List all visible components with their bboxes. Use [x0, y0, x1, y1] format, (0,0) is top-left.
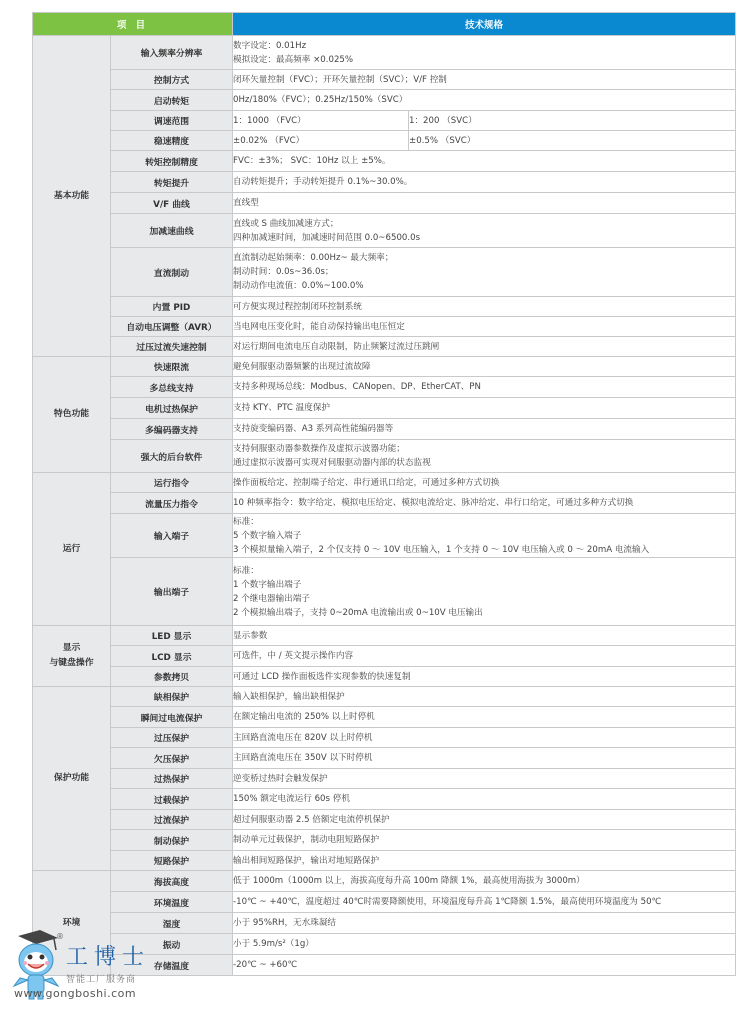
spec-value: [233, 70, 736, 90]
spec-value-line: 直流制动起始频率：0.00Hz~ 最大频率；: [233, 253, 394, 263]
table-row: [33, 851, 736, 871]
brand-name: 工博士: [66, 945, 151, 970]
spec-value-line: 避免伺服驱动器频繁的出现过流故障: [233, 361, 371, 372]
table-row: [33, 214, 736, 248]
spec-value-line: 可方便实现过程控制闭环控制系统: [233, 301, 362, 312]
spec-value: [233, 36, 736, 70]
spec-value: 1：200 （SVC）: [409, 111, 736, 131]
spec-label: 稳速精度: [111, 131, 233, 151]
category-label: 运行: [62, 543, 81, 554]
spec-value-line: 主回路直流电压在 350V 以下时停机: [233, 753, 373, 763]
spec-label: 存储温度: [111, 955, 233, 976]
table-header-row: [33, 13, 736, 36]
spec-value-line: 小于 95%RH，无水珠凝结: [233, 918, 337, 928]
brand-url: www.gongboshi.com: [14, 987, 137, 1000]
spec-value: [233, 214, 736, 248]
table-row: [33, 748, 736, 769]
spec-value-line: 低于 1000m（1000m 以上，海拔高度每升高 100m 降额 1%，最高使用海拔为 3000m）: [233, 876, 585, 886]
spec-label: 湿度: [111, 913, 233, 934]
spec-value-line: 5 个数字输入端子: [233, 530, 302, 541]
spec-value: [233, 955, 736, 976]
spec-value: [233, 419, 736, 440]
spec-value-line: 支持多种现场总线：Modbus、CANopen、DP、EtherCAT、PN: [233, 382, 481, 392]
table-row: [33, 357, 736, 377]
spec-label: 环境温度: [111, 892, 233, 913]
table-row: [33, 810, 736, 830]
table-body: [33, 36, 736, 976]
spec-value: [233, 337, 736, 357]
spec-value: [233, 707, 736, 728]
table-row: [33, 789, 736, 810]
spec-label: 输入频率分辨率: [111, 36, 233, 70]
spec-value: [233, 871, 736, 892]
spec-label: 输出端子: [111, 558, 233, 626]
table-row: [33, 892, 736, 913]
spec-label: 过压过流失速控制: [111, 337, 233, 357]
spec-label: LED 显示: [111, 626, 233, 646]
spec-label: 控制方式: [111, 70, 233, 90]
spec-label: 直流制动: [111, 248, 233, 297]
spec-label: 瞬间过电流保护: [111, 707, 233, 728]
table-row: [33, 377, 736, 398]
spec-value-line: 小于 5.9m/s²（1g）: [233, 939, 314, 949]
spec-label: 振动: [111, 934, 233, 955]
spec-value-line: 1 个数字输出端子: [233, 579, 302, 590]
spec-value-line: 当电网电压变化时，能自动保持输出电压恒定: [233, 321, 405, 332]
spec-value-line: 10 种频率指令：数字给定、模拟电压给定、模拟电流给定、脉冲给定、串行口给定，可通过多种方式切换: [233, 498, 634, 508]
table-row: [33, 707, 736, 728]
table-row: [33, 193, 736, 214]
spec-table: [32, 12, 736, 976]
table-row: [33, 558, 736, 626]
spec-value-line: 3 个模拟量输入端子，2 个仅支持 0 ～ 10V 电压输入，1 个支持 0 ～ 10V 电压输入或 0 ～ 20mA 电流输入: [233, 544, 650, 555]
spec-value: ±0.5% （SVC）: [409, 131, 736, 151]
spec-label: 欠压保护: [111, 748, 233, 769]
table-row: [33, 36, 736, 70]
spec-value: [233, 830, 736, 851]
spec-value-line: 在额定输出电流的 250% 以上时停机: [233, 712, 375, 722]
spec-label: 参数拷贝: [111, 667, 233, 687]
spec-value: [233, 90, 736, 111]
spec-label: 缺相保护: [111, 687, 233, 707]
spec-value: [233, 398, 736, 419]
spec-label: 海拔高度: [111, 871, 233, 892]
brand-slogan: 智能工厂服务商: [66, 975, 137, 985]
spec-label: 过载保护: [111, 789, 233, 810]
spec-value-line: 制动时间：0.0s~36.0s；: [233, 267, 334, 277]
spec-value-line: 主回路直流电压在 820V 以上时停机: [233, 732, 373, 743]
spec-value-line: 四种加减速时间，加减速时间范围 0.0~6500.0s: [233, 232, 421, 243]
spec-label: 转矩控制精度: [111, 151, 233, 172]
table-row: [33, 514, 736, 558]
spec-value-line: 逆变桥过热时会触发保护: [233, 773, 328, 784]
spec-value: [233, 440, 736, 473]
table-row: [33, 871, 736, 892]
table-row: [33, 419, 736, 440]
spec-label: 过流保护: [111, 810, 233, 830]
table-row: [33, 473, 736, 493]
header-spec: 技术规格: [233, 13, 736, 36]
spec-label: 电机过热保护: [111, 398, 233, 419]
spec-value-line: -20℃ ~ +60℃: [233, 960, 298, 970]
table-row: [33, 70, 736, 90]
spec-value: [233, 913, 736, 934]
category-cell: [33, 357, 111, 473]
spec-value-line: 2 个继电器输出端子: [233, 593, 310, 604]
spec-value-line: 直线或 S 曲线加减速方式；: [233, 218, 339, 229]
spec-value: [233, 377, 736, 398]
spec-label: 内置 PID: [111, 297, 233, 317]
spec-label: LCD 显示: [111, 646, 233, 667]
table-row: [33, 398, 736, 419]
category-label: 特色功能: [53, 409, 90, 419]
table-row: [33, 646, 736, 667]
spec-value: [233, 934, 736, 955]
spec-value-line: 支持旋变编码器、A3 系列高性能编码器等: [233, 424, 394, 434]
table-row: [33, 337, 736, 357]
table-row: [33, 667, 736, 687]
table-row: [33, 90, 736, 111]
table-row: [33, 317, 736, 337]
spec-value: [233, 493, 736, 514]
spec-value-line: 超过伺服驱动器 2.5 倍额定电流停机保护: [233, 814, 390, 825]
spec-value: [233, 357, 736, 377]
spec-value-line: 可选件，中 / 英文提示操作内容: [233, 651, 354, 661]
spec-value-line: 标准：: [233, 565, 259, 576]
category-cell: [33, 626, 111, 687]
spec-label: 运行指令: [111, 473, 233, 493]
spec-value: [233, 810, 736, 830]
spec-label: 快速限流: [111, 357, 233, 377]
category-label: 环境: [62, 917, 81, 928]
spec-value-line: 制动单元过载保护，制动电阻短路保护: [233, 835, 380, 845]
spec-value: [233, 558, 736, 626]
spec-value: [233, 317, 736, 337]
spec-value: [233, 473, 736, 493]
spec-value-line: 支持伺服驱动器参数操作及虚拟示波器功能；: [233, 444, 405, 454]
spec-value: [233, 248, 736, 297]
spec-value-line: 2 个模拟输出端子，支持 0~20mA 电流输出或 0~10V 电压输出: [233, 607, 483, 618]
spec-value: [233, 851, 736, 871]
table-row: [33, 728, 736, 748]
spec-value: ±0.02% （FVC）: [233, 131, 409, 151]
spec-value-line: 可通过 LCD 操作面板选件实现参数的快速复制: [233, 671, 411, 682]
spec-value: [233, 297, 736, 317]
spec-value: [233, 769, 736, 789]
spec-label: 多总线支持: [111, 377, 233, 398]
table-row: [33, 769, 736, 789]
spec-value: [233, 789, 736, 810]
spec-value-line: 通过虚拟示波器可实现对伺服驱动器内部的状态监视: [233, 458, 431, 468]
spec-label: 多编码器支持: [111, 419, 233, 440]
spec-label: 过热保护: [111, 769, 233, 789]
spec-value-line: 标准：: [233, 516, 259, 527]
spec-value: [233, 151, 736, 172]
table-row: [33, 248, 736, 297]
table-row: [33, 151, 736, 172]
spec-value: [233, 193, 736, 214]
spec-value-line: 数字设定：0.01Hz: [233, 40, 307, 51]
spec-value: [233, 748, 736, 769]
spec-value-line: 输入缺相保护，输出缺相保护: [233, 691, 345, 702]
spec-value-line: 闭环矢量控制（FVC）；开环矢量控制（SVC）；V/F 控制: [233, 74, 447, 85]
spec-label: 短路保护: [111, 851, 233, 871]
spec-value-line: FVC：±3%； SVC：10Hz 以上 ±5%。: [233, 156, 391, 166]
table-row: [33, 626, 736, 646]
spec-label: 加减速曲线: [111, 214, 233, 248]
spec-value: [233, 626, 736, 646]
spec-value-line: 输出相间短路保护，输出对地短路保护: [233, 855, 380, 866]
spec-value-line: 制动动作电流值：0.0%~100.0%: [233, 281, 364, 291]
spec-value-line: 操作面板给定、控制端子给定、串行通讯口给定，可通过多种方式切换: [233, 477, 500, 488]
registered-mark: ®: [56, 932, 64, 941]
table-row: [33, 111, 736, 131]
spec-value-line: 自动转矩提升；手动转矩提升 0.1%~30.0%。: [233, 177, 413, 187]
spec-value-line: -10℃ ~ +40℃，温度超过 40℃时需要降额使用，环境温度每升高 1℃降额 1.5%，最高使用环境温度为 50℃: [233, 897, 662, 907]
table-row: [33, 172, 736, 193]
category-cell: [33, 473, 111, 626]
spec-value-line: 支持 KTY、PTC 温度保护: [233, 403, 331, 413]
spec-value: [233, 514, 736, 558]
spec-value-line: 显示参数: [233, 630, 268, 641]
spec-label: 强大的后台软件: [111, 440, 233, 473]
category-label: 保护功能: [53, 773, 90, 783]
spec-label: 过压保护: [111, 728, 233, 748]
spec-value: [233, 687, 736, 707]
spec-label: 流量压力指令: [111, 493, 233, 514]
spec-label: 转矩提升: [111, 172, 233, 193]
watermark-logo: [6, 930, 156, 1010]
table-row: [33, 297, 736, 317]
header-item: 项 目: [33, 13, 233, 36]
spec-value: [233, 728, 736, 748]
spec-label: 制动保护: [111, 830, 233, 851]
table-row: [33, 440, 736, 473]
spec-value-line: 对运行期间电流电压自动限制，防止频繁过流过压跳闸: [233, 341, 440, 352]
spec-label: 启动转矩: [111, 90, 233, 111]
category-cell: [33, 36, 111, 357]
spec-value-line: 模拟设定：最高频率 ×0.025%: [233, 54, 354, 65]
spec-value: [233, 892, 736, 913]
table-row: [33, 493, 736, 514]
category-label: 显示: [62, 643, 81, 653]
spec-value: [233, 172, 736, 193]
spec-value: [233, 667, 736, 687]
spec-value-line: 直线型: [233, 198, 259, 208]
table-row: [33, 687, 736, 707]
spec-label: 调速范围: [111, 111, 233, 131]
category-cell: [33, 687, 111, 871]
category-label: 与键盘操作: [49, 658, 94, 668]
table-row: [33, 131, 736, 151]
spec-label: 自动电压调整（AVR）: [111, 317, 233, 337]
spec-label: V/F 曲线: [111, 193, 233, 214]
spec-value-line: 0Hz/180%（FVC）；0.25Hz/150%（SVC）: [233, 95, 408, 105]
spec-value-line: 150% 额定电流运行 60s 停机: [233, 794, 350, 804]
spec-value: [233, 646, 736, 667]
spec-label: 输入端子: [111, 514, 233, 558]
table-row: [33, 830, 736, 851]
category-label: 基本功能: [53, 190, 90, 201]
spec-value: 1：1000 （FVC）: [233, 111, 409, 131]
